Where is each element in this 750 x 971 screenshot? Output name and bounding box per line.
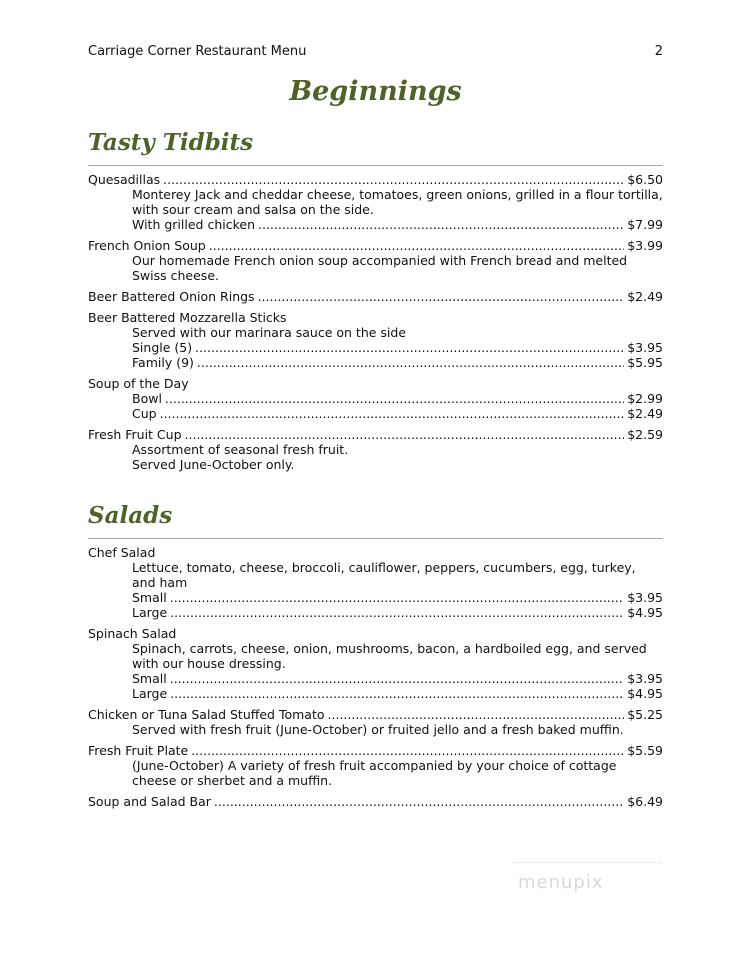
option-name: Large [132, 686, 168, 701]
item-line [88, 743, 663, 758]
dot-leader [197, 355, 624, 370]
menu-item [88, 172, 663, 232]
menu-item [88, 289, 663, 304]
option-line [88, 217, 663, 232]
menu-item [88, 743, 663, 788]
dot-leader [185, 427, 625, 442]
item-name: Soup and Salad Bar [88, 794, 211, 809]
dot-leader [258, 289, 625, 304]
option-line [88, 406, 663, 421]
option-price: $2.49 [627, 406, 663, 421]
item-description: Assortment of seasonal fresh fruit. Served June-October only. [132, 442, 349, 472]
menu-item [88, 626, 663, 701]
dot-leader [170, 686, 624, 701]
dot-leader [170, 590, 624, 605]
menu-sections [88, 129, 663, 809]
item-line [88, 376, 663, 391]
item-name: Fresh Fruit Cup [88, 427, 182, 442]
item-price: $2.49 [627, 289, 663, 304]
section-divider [88, 538, 663, 539]
item-line [88, 289, 663, 304]
option-price: $5.95 [627, 355, 663, 370]
item-description: (June-October) A variety of fresh fruit accompanied by your choice of cottage cheese or sherbet and a muffin. [132, 758, 617, 788]
option-line [88, 340, 663, 355]
option-name: Cup [132, 406, 157, 421]
item-price: $3.99 [627, 238, 663, 253]
item-name: Chef Salad [88, 545, 156, 560]
option-price: $3.95 [627, 671, 663, 686]
menu-item [88, 238, 663, 283]
item-line [88, 310, 663, 325]
item-name: Quesadillas [88, 172, 161, 187]
item-description: Our homemade French onion soup accompanied with French bread and melted Swiss cheese. [132, 253, 628, 283]
option-price: $4.95 [627, 686, 663, 701]
item-description: Spinach, carrots, cheese, onion, mushrooms, bacon, a hardboiled egg, and served with our house dressing. [132, 641, 647, 671]
item-line [88, 794, 663, 809]
dot-leader [195, 340, 624, 355]
item-line [88, 172, 663, 187]
option-name: With grilled chicken [132, 217, 255, 232]
menu-item [88, 707, 663, 737]
item-line [88, 427, 663, 442]
item-price: $2.59 [627, 427, 663, 442]
option-line [88, 671, 663, 686]
option-line [88, 686, 663, 701]
option-line [88, 355, 663, 370]
item-price: $6.49 [627, 794, 663, 809]
item-name: Soup of the Day [88, 376, 189, 391]
item-name: French Onion Soup [88, 238, 206, 253]
menu-item [88, 545, 663, 620]
dot-leader [170, 671, 624, 686]
dot-leader [214, 794, 624, 809]
menu-page [88, 44, 663, 815]
option-name: Small [132, 590, 167, 605]
dot-leader [170, 605, 624, 620]
item-price: $5.59 [627, 743, 663, 758]
page-header [88, 44, 663, 62]
dot-leader [163, 172, 624, 187]
item-name: Beer Battered Mozzarella Sticks [88, 310, 287, 325]
option-line [88, 391, 663, 406]
option-price: $3.95 [627, 590, 663, 605]
dot-leader [160, 406, 625, 421]
item-price: $5.25 [627, 707, 663, 722]
header-title: Carriage Corner Restaurant Menu [88, 44, 307, 59]
option-line [88, 590, 663, 605]
option-price: $4.95 [627, 605, 663, 620]
option-line [88, 605, 663, 620]
option-name: Family (9) [132, 355, 194, 370]
dot-leader [258, 217, 624, 232]
item-price: $6.50 [627, 172, 663, 187]
item-line [88, 707, 663, 722]
item-name: Beer Battered Onion Rings [88, 289, 255, 304]
menu-item [88, 794, 663, 809]
option-price: $2.99 [627, 391, 663, 406]
menu-item [88, 310, 663, 370]
item-line [88, 238, 663, 253]
page-number: 2 [654, 44, 663, 59]
option-name: Single (5) [132, 340, 193, 355]
dot-leader [165, 391, 624, 406]
option-name: Large [132, 605, 168, 620]
menupix-watermark: menupix [518, 872, 604, 893]
option-name: Small [132, 671, 167, 686]
dot-leader [328, 707, 625, 722]
item-description: Lettuce, tomato, cheese, broccoli, cauliflower, peppers, cucumbers, egg, turkey, and ham [132, 560, 636, 590]
option-price: $3.95 [627, 340, 663, 355]
item-name: Fresh Fruit Plate [88, 743, 189, 758]
item-description: Served with fresh fruit (June-October) or fruited jello and a fresh baked muffin. [132, 722, 624, 737]
item-line [88, 626, 663, 641]
watermark-divider [512, 862, 662, 863]
option-price: $7.99 [627, 217, 663, 232]
section-divider [88, 165, 663, 166]
section-title: Salads [88, 502, 173, 529]
option-name: Bowl [132, 391, 162, 406]
page-title: Beginnings [289, 76, 462, 107]
dot-leader [191, 743, 624, 758]
dot-leader [209, 238, 624, 253]
item-name: Chicken or Tuna Salad Stuffed Tomato [88, 707, 325, 722]
item-description: Served with our marinara sauce on the side [132, 325, 407, 340]
menu-item [88, 376, 663, 421]
item-line [88, 545, 663, 560]
section-title: Tasty Tidbits [88, 129, 254, 156]
item-description: Monterey Jack and cheddar cheese, tomatoes, green onions, grilled in a flour tortilla, with sour cream and salsa on the side. [132, 187, 663, 217]
menu-item [88, 427, 663, 472]
item-name: Spinach Salad [88, 626, 177, 641]
